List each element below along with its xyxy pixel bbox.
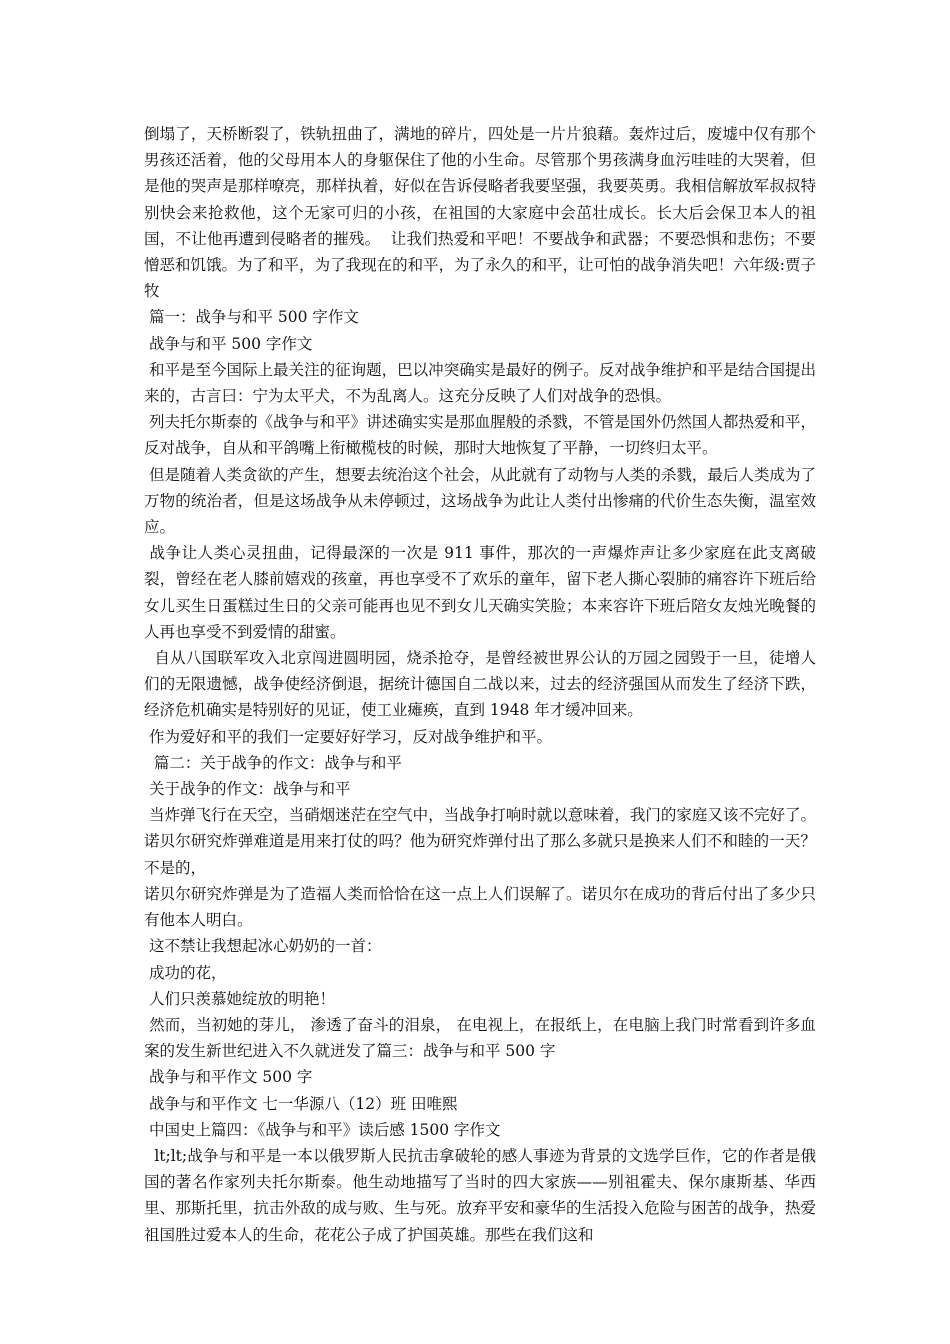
paragraph: 自从八国联军攻入北京闯进圆明园，烧杀抢夺，是曾经被世界公认的万园之园毁于一旦，徒增人们的无限遗憾，战争使经济倒退，据统计德国自二战以来，过去的经济强国从而发生了经济下跌，经济危机确实是特别好的见证，使工业瘫痪，直到 1948 年才缓冲回来。 bbox=[144, 649, 816, 720]
paragraph: 倒塌了，天桥断裂了，铁轨扭曲了，满地的碎片，四处是一片片狼藉。轰炸过后，废墟中仅有那个男孩还活着，他的父母用本人的身躯保住了他的小生命。尽管那个男孩满身血污哇哇的大哭着，但是他的哭声是那样嘹亮，那样执着，好似在告诉侵略者我要坚强，我要英勇。我相信解放军叔叔特别快会来抢救他，这个无家可归的小孩，在祖国的大家庭中会茁壮成长。长大后会保卫本人的祖国，不让他再遭到侵略者的摧残。 让我们热爱和平吧！不要战争和武器；不要恐惧和悲伤；不要憎恶和饥饿。为了和平，为了我现在的和平，为了永久的和平，让可怕的战争消失吧！六年级:贾子牧 bbox=[144, 125, 816, 301]
paragraph: 成功的花， bbox=[144, 963, 227, 982]
paragraph: 诺贝尔研究炸弹是为了造福人类而恰恰在这一点上人们误解了。诺贝尔在成功的背后付出了多少只有他本人明白。 bbox=[144, 884, 816, 930]
paragraph: 中国史上篇四：《战争与和平》读后感 1500 字作文 bbox=[144, 1120, 501, 1139]
paragraph: 然而，当初她的芽儿， 渗透了奋斗的泪泉， 在电视上，在报纸上，在电脑上我门时常看到许多血案的发生新世纪进入不久就迸发了篇三：战争与和平 500 字 bbox=[144, 1015, 816, 1061]
paragraph: 战争让人类心灵扭曲，记得最深的一次是 911 事件，那次的一声爆炸声让多少家庭在此支离破裂，曾经在老人膝前嬉戏的孩童，再也享受不了欢乐的童年，留下老人撕心裂肺的痛容许下班后给女儿买生日蛋糕过生日的父亲可能再也见不到女儿天确实笑脸；本来容许下班后陪女友烛光晚餐的人再也享受不到爱情的甜蜜。 bbox=[144, 544, 816, 641]
paragraph: 这不禁让我想起冰心奶奶的一首： bbox=[144, 937, 382, 956]
paragraph: 战争与和平作文 七一华源八（12）班 田唯熙 bbox=[144, 1094, 458, 1113]
paragraph: 战争与和平作文 500 字 bbox=[144, 1068, 313, 1087]
document-body bbox=[144, 121, 816, 1248]
paragraph: 但是随着人类贪欲的产生，想要去统治这个社会，从此就有了动物与人类的杀戮，最后人类成为了万物的统治者，但是这场战争从未停顿过，这场战争为此让人类付出惨痛的代价生态失衡，温室效应。 bbox=[144, 465, 816, 537]
paragraph: lt;lt;战争与和平是一本以俄罗斯人民抗击拿破轮的感人事迹为背景的文选学巨作，它的作者是俄国的著名作家列夫托尔斯泰。他生动地描写了当时的四大家族——别祖霍夫、保尔康斯基、华西里、那斯托里，抗击外敌的成与败、生与死。放弃平安和豪华的生活投入危险与困苦的战争，热爱祖国胜过爱本人的生命，花花公子成了护国英雄。那些在我们这和 bbox=[144, 1146, 817, 1244]
paragraph: 篇二：关于战争的作文：战争与和平 bbox=[144, 753, 402, 772]
paragraph: 人们只羡慕她绽放的明艳！ bbox=[144, 989, 335, 1008]
paragraph: 当炸弹飞行在天空，当硝烟迷茫在空气中，当战争打响时就以意味着，我门的家庭又该不完好了。诺贝尔研究炸弹难道是用来打仗的吗？他为研究炸弹付出了那么多就只是换来人们不和睦的一天？不是的， bbox=[144, 806, 816, 877]
paragraph: 关于战争的作文：战争与和平 bbox=[144, 780, 351, 799]
paragraph: 战争与和平 500 字作文 bbox=[144, 334, 313, 353]
paragraph: 篇一：战争与和平 500 字作文 bbox=[144, 308, 359, 327]
paragraph: 列夫托尔斯泰的《战争与和平》讲述确实实是那血腥般的杀戮，不管是国外仍然国人都热爱和平，反对战争，自从和平鸽嘴上衔橄榄枝的时候，那时大地恢复了平静，一切终归太平。 bbox=[144, 413, 816, 458]
paragraph: 作为爱好和平的我们一定要好好学习，反对战争维护和平。 bbox=[144, 727, 552, 746]
paragraph: 和平是至今国际上最关注的征询题，巴以冲突确实是最好的例子。反对战争维护和平是结合国提出来的，古言曰：宁为太平犬，不为乱离人。这充分反映了人们对战争的恐惧。 bbox=[144, 360, 816, 406]
